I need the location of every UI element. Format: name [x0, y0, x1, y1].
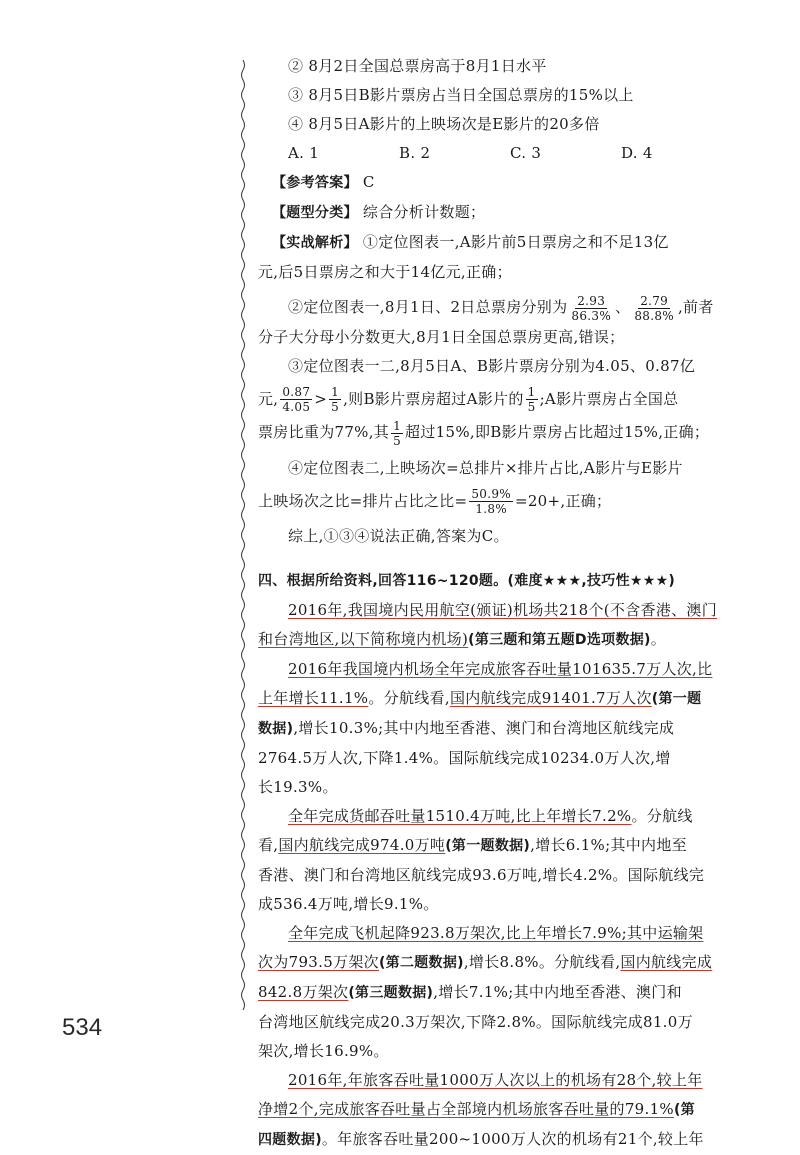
fraction-numerator: 1 [527, 385, 536, 399]
analysis-text: 上映场次之比=排片占比之比= [258, 491, 468, 510]
fraction-numerator: 2.79 [640, 293, 669, 308]
bold-note: (第一题数据) [445, 838, 531, 854]
s4-p2-line-3 [258, 714, 732, 744]
s4-p4-line-1 [258, 919, 732, 948]
analysis-text: ①定位图表一,A影片前5日票房之和不足13亿 [362, 233, 669, 251]
fraction-numerator: 1 [331, 385, 340, 399]
fraction [632, 294, 676, 323]
choice-d: D. 4 [621, 144, 653, 162]
analysis-text: 超过15%,即B影片票房占比超过15%,正确； [405, 423, 710, 441]
analysis-line-6 [258, 385, 732, 415]
choice-c: C. 3 [510, 144, 542, 162]
analysis-text: 票房比重为77%,其 [258, 423, 390, 441]
page-content [258, 52, 732, 1155]
analysis-line-4: 分子大分母小分数更大,8月1日全国总票房更高,错误； [258, 327, 625, 346]
analysis-text: =20+,正确； [514, 491, 612, 510]
analysis-text: ②定位图表一,8月1日、2日总票房分别为 [288, 298, 568, 316]
underlined-text: 净增2个,完成旅客吞吐量占全部境内机场旅客吞吐量的79.1% [258, 1100, 674, 1118]
fraction [469, 487, 513, 516]
text: ,增长7.1%;其中内地至香港、澳门和 [433, 983, 682, 1001]
bold-note: (第三题和第五题D选项数据) [468, 632, 651, 648]
bold-note: 四题数据) [258, 1132, 322, 1148]
text: 。分航线 [631, 807, 693, 825]
category-label: 【题型分类】 [272, 205, 358, 221]
fraction [329, 385, 341, 414]
fraction [391, 419, 403, 448]
choice-b: B. 2 [399, 144, 431, 162]
bold-note: (第三题数据) [348, 985, 434, 1001]
analysis-line-5: ③定位图表一二,8月5日A、B影片票房分别为4.05、0.87亿 [288, 356, 696, 375]
fraction-denominator: 5 [527, 400, 536, 414]
section-heading: 四、根据所给资料,回答116~120题。(难度★★★,技巧性★★★) [258, 573, 676, 589]
option-4: ④ 8月5日A影片的上映场次是E影片的20多倍 [288, 115, 600, 133]
fraction-denominator: 4.05 [282, 400, 311, 414]
fraction [569, 294, 613, 323]
underlined-text: 2016年,年旅客吞吐量1000万人次以上的机场有28个,较上年 [288, 1071, 703, 1089]
category-value: 综合分析计数题； [362, 203, 486, 221]
analysis-text: ;A影片票房占全国总 [539, 389, 679, 408]
underlined-text: 842.8万架次 [258, 983, 349, 1001]
fraction-denominator: 88.8% [634, 308, 674, 323]
analysis-line-1 [258, 228, 732, 258]
s4-p4-line-2 [258, 948, 732, 978]
bold-note: 数据) [258, 721, 294, 737]
analysis-text: ,前者 [677, 298, 714, 316]
page-number: 534 [62, 1014, 103, 1041]
fraction-numerator: 2.93 [577, 293, 606, 308]
bold-note: (第 [673, 1102, 695, 1118]
analysis-label: 【实战解析】 [272, 235, 358, 251]
s4-p3-line-4: 成536.4万吨,增长9.1%。 [258, 895, 439, 913]
s4-p3-line-3: 香港、澳门和台湾地区航线完成93.6万吨,增长4.2%。国际航线完 [258, 866, 705, 884]
option-2: ② 8月2日全国总票房高于8月1日水平 [288, 57, 547, 75]
s4-p4-line-5: 架次,增长16.9%。 [258, 1042, 389, 1060]
analysis-line-9 [258, 487, 732, 517]
s4-p5-line-3 [258, 1125, 732, 1155]
s4-p2-line-2 [258, 684, 732, 714]
underlined-text: 全年完成飞机起降923.8万架次,比上年增长7.9%;其中运输架 [288, 924, 704, 942]
underlined-text: 2016年,我国境内民用航空(颁证)机场共218个(不含香港、澳门 [288, 601, 718, 619]
underlined-text: 2016年我国境内机场全年完成旅客吞吐量101635.7万人次,比 [288, 660, 713, 678]
question-category [258, 198, 732, 228]
text: ,增长10.3%;其中内地至香港、澳门和台湾地区航线完成 [293, 719, 675, 737]
greater-than-sign: > [314, 389, 328, 408]
text: 。 [650, 630, 667, 648]
analysis-line-2: 元,后5日票房之和大于14亿元,正确； [258, 263, 512, 281]
s4-p3-line-1 [258, 802, 732, 831]
underlined-text: 国内航线完成 [620, 953, 713, 971]
answer-value: C [362, 173, 375, 191]
s4-p2-line-5: 长19.3%。 [258, 778, 338, 796]
option-3: ③ 8月5日B影片票房占当日全国总票房的15%以上 [288, 86, 634, 104]
analysis-line-3 [258, 293, 732, 323]
bold-note: (第一题 [651, 691, 702, 707]
text: ,增长6.1%;其中内地至 [530, 836, 687, 854]
s4-p1-line-1 [258, 596, 732, 625]
answer-choices [258, 139, 732, 168]
choice-a: A. 1 [288, 144, 320, 162]
underlined-text: 上年增长11.1% [258, 689, 369, 707]
fraction-denominator: 1.8% [475, 502, 507, 516]
underlined-text: 和台湾地区,以下简称境内机场) [258, 630, 469, 648]
s4-p1-line-2 [258, 625, 732, 655]
analysis-line-7 [258, 418, 732, 448]
fraction [526, 385, 538, 414]
answer-label: 【参考答案】 [272, 175, 358, 191]
fraction-denominator: 5 [331, 400, 340, 414]
underlined-text: 国内航线完成91401.7万人次 [449, 689, 652, 707]
underlined-text: 全年完成货邮吞吐量1510.4万吨,比上年增长7.2% [288, 807, 632, 825]
analysis-line-8: ④定位图表二,上映场次=总排片×排片占比,A影片与E影片 [288, 458, 683, 477]
text: ,增长8.8%。分航线看, [463, 953, 621, 971]
s4-p3-line-2 [258, 831, 732, 861]
fraction-numerator: 50.9% [471, 487, 511, 501]
s4-p5-line-2 [258, 1095, 732, 1125]
s4-p4-line-3 [258, 978, 732, 1008]
s4-p5-line-1 [258, 1066, 732, 1095]
underlined-text: 国内航线完成974.0万吨 [278, 836, 446, 854]
fraction [280, 385, 312, 414]
text: 看, [258, 836, 279, 854]
text: 。分航线看, [368, 689, 450, 707]
bold-note: (第二题数据) [378, 955, 464, 971]
fraction-numerator: 1 [393, 418, 402, 433]
margin-wavy-line [240, 60, 246, 1010]
s4-p4-line-4: 台湾地区航线完成20.3万架次,下降2.8%。国际航线完成81.0万 [258, 1013, 693, 1031]
s4-p2-line-1 [258, 655, 732, 684]
fraction-denominator: 86.3% [571, 308, 612, 323]
analysis-text: ,则B影片票房超过A影片的 [343, 389, 524, 408]
fraction-numerator: 0.87 [282, 385, 311, 399]
analysis-text: 元, [258, 389, 279, 408]
underlined-text: 次为793.5万架次 [258, 953, 379, 971]
fraction-denominator: 5 [393, 433, 402, 448]
reference-answer [258, 168, 732, 198]
text: 。年旅客吞吐量200~1000万人次的机场有21个,较上年 [321, 1130, 704, 1148]
s4-p2-line-4: 2764.5万人次,下降1.4%。国际航线完成10234.0万人次,增 [258, 749, 671, 767]
analysis-line-10: 综上,①③④说法正确,答案为C。 [288, 527, 509, 545]
separator: 、 [615, 298, 631, 316]
